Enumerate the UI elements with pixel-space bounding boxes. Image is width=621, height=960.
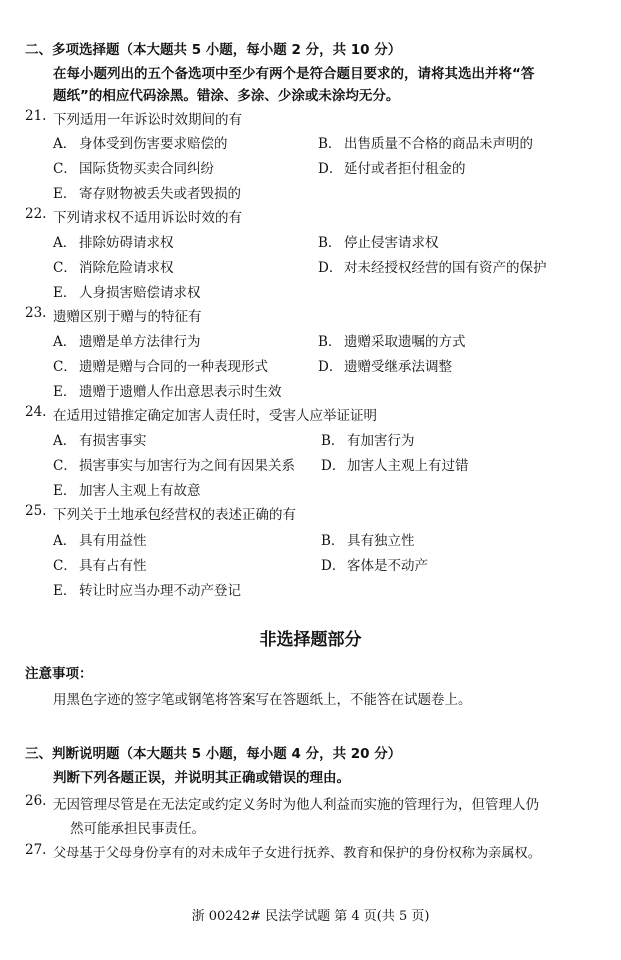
- section3-instruction: 判断下列各题正误，并说明其正确或错误的理由。: [53, 770, 350, 786]
- option-21-d: D． 延付或者拒付租金的: [318, 161, 466, 177]
- question-stem: 下列请求权不适用诉讼时效的有: [53, 210, 242, 226]
- option-21-b: B． 出售质量不合格的商品未声明的: [318, 136, 533, 152]
- question-23: [0, 305, 621, 329]
- option-23-c: C． 遗赠是赠与合同的一种表现形式: [53, 359, 268, 375]
- question-27-number: 27.: [25, 842, 47, 858]
- question-number: 23.: [25, 305, 47, 321]
- question-26-line2: 然可能承担民事责任。: [70, 821, 205, 837]
- option-22-d: D． 对未经授权经营的国有资产的保护: [318, 260, 547, 276]
- option-25-b: B． 具有独立性: [321, 533, 415, 549]
- question-number: 24.: [25, 404, 47, 420]
- question-21: [0, 108, 621, 132]
- question-22: [0, 206, 621, 230]
- question-stem: 在适用过错推定确定加害人责任时，受害人应举证证明: [53, 408, 377, 424]
- option-24-c: C． 损害事实与加害行为之间有因果关系: [53, 458, 295, 474]
- option-22-a: A． 排除妨碍请求权: [53, 235, 174, 251]
- section2-instruction-line2: 题纸”的相应代码涂黑。错涂、多涂、少涂或未涂均无分。: [53, 88, 400, 104]
- question-stem: 下列关于土地承包经营权的表述正确的有: [53, 507, 296, 523]
- option-21-a: A． 身体受到伤害要求赔偿的: [53, 136, 228, 152]
- question-stem: 下列适用一年诉讼时效期间的有: [53, 112, 242, 128]
- option-25-e: E． 转让时应当办理不动产登记: [53, 583, 241, 599]
- option-24-b: B． 有加害行为: [321, 433, 415, 449]
- option-23-a: A． 遗赠是单方法律行为: [53, 334, 201, 350]
- question-26-number: 26.: [25, 793, 47, 809]
- question-number: 22.: [25, 206, 47, 222]
- notice-text: 用黑色字迹的签字笔或钢笔将答案写在答题纸上，不能答在试题卷上。: [53, 692, 472, 708]
- option-25-a: A． 具有用益性: [53, 533, 147, 549]
- question-24: [0, 404, 621, 428]
- option-24-e: E． 加害人主观上有故意: [53, 483, 201, 499]
- question-27-line1: 父母基于父母身份享有的对未成年子女进行抚养、教育和保护的身份权称为亲属权。: [53, 846, 541, 861]
- option-23-d: D． 遗赠受继承法调整: [318, 359, 452, 375]
- page-footer: 浙 00242# 民法学试题 第 4 页(共 5 页): [191, 909, 430, 924]
- option-22-c: C． 消除危险请求权: [53, 260, 174, 276]
- option-25-d: D． 客体是不动产: [321, 558, 428, 574]
- question-26-line1: 无因管理尽管是在无法定或约定义务时为他人利益而实施的管理行为，但管理人仍: [53, 797, 539, 813]
- option-23-e: E． 遗赠于遗赠人作出意思表示时生效: [53, 384, 282, 400]
- option-22-e: E． 人身损害赔偿请求权: [53, 285, 201, 301]
- question-number: 25.: [25, 503, 47, 519]
- notice-label: 注意事项：: [25, 666, 93, 682]
- option-21-e: E． 寄存财物被丢失或者毁损的: [53, 186, 241, 202]
- option-21-c: C． 国际货物买卖合同纠纷: [53, 161, 214, 177]
- option-24-a: A． 有损害事实: [53, 433, 147, 449]
- section2-instruction-line1: 在每小题列出的五个备选项中至少有两个是符合题目要求的，请将其选出并将“答: [53, 66, 535, 82]
- question-stem: 遗赠区别于赠与的特征有: [53, 309, 202, 325]
- question-number: 21.: [25, 108, 47, 124]
- option-22-b: B． 停止侵害请求权: [318, 235, 439, 251]
- section2-heading: 二、多项选择题（本大题共 5 小题，每小题 2 分，共 10 分）: [25, 42, 402, 58]
- option-25-c: C． 具有占有性: [53, 558, 147, 574]
- question-25: [0, 503, 621, 527]
- option-23-b: B． 遗赠采取遗嘱的方式: [318, 334, 466, 350]
- nonchoice-title: 非选择题部分: [259, 630, 362, 650]
- section3-heading: 三、判断说明题（本大题共 5 小题，每小题 4 分，共 20 分）: [25, 746, 402, 762]
- option-24-d: D． 加害人主观上有过错: [321, 458, 469, 474]
